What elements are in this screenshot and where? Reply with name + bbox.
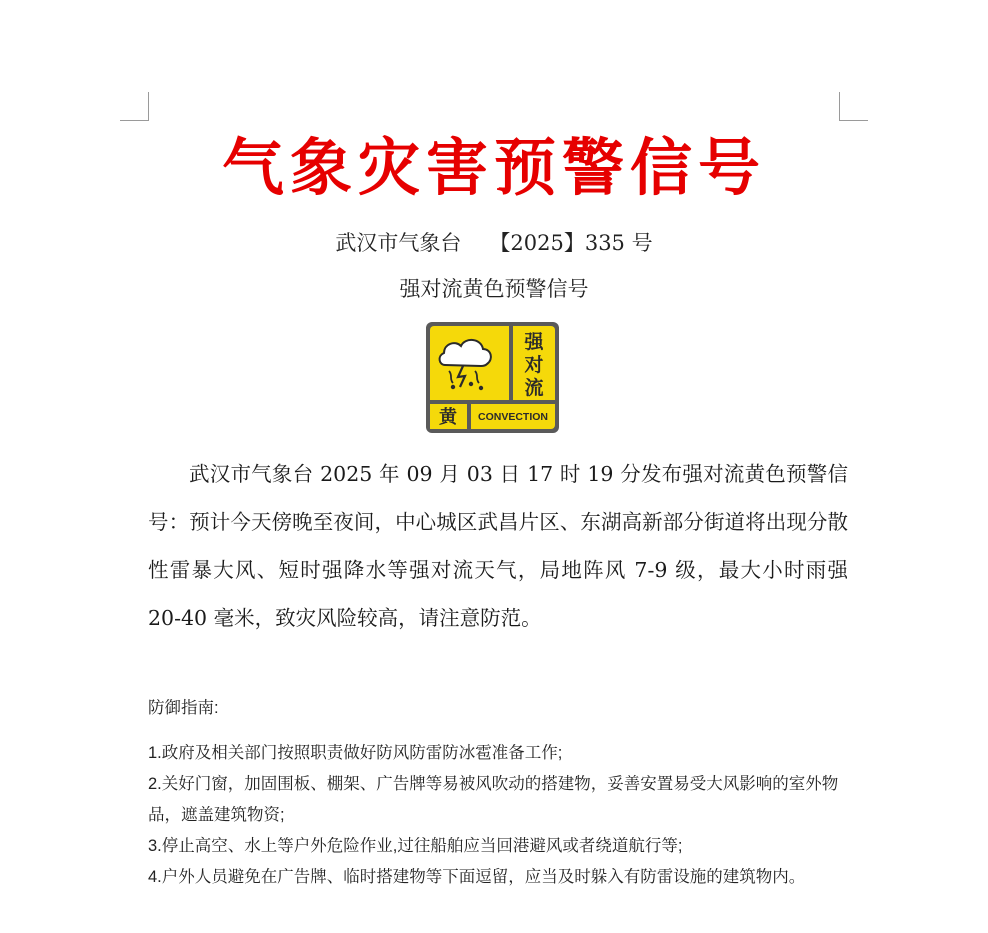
guide-heading: 防御指南: bbox=[148, 699, 219, 717]
issuer-number: 【2025】335 号 bbox=[489, 231, 653, 255]
guide-item: 2.关好门窗，加固围板、棚架、广告牌等易被风吹动的搭建物，妥善安置易受大风影响的室外物品，遮盖建筑物资; bbox=[148, 775, 839, 824]
icon-char-liu: 流 bbox=[524, 377, 544, 399]
guide-list bbox=[148, 738, 868, 893]
convection-yellow-warning-icon bbox=[425, 321, 560, 434]
issuer-line bbox=[0, 226, 988, 260]
defense-guide bbox=[148, 692, 868, 893]
icon-char-huang: 黄 bbox=[439, 407, 457, 428]
icon-char-dui: 对 bbox=[524, 354, 544, 376]
page-corner-top-right bbox=[839, 92, 868, 121]
page-corner-top-left bbox=[120, 92, 149, 121]
guide-item: 1.政府及相关部门按照职责做好防风防雷防冰雹准备工作; bbox=[148, 744, 563, 762]
guide-item: 4.户外人员避免在广告牌、临时搭建物等下面逗留，应当及时躲入有防雷设施的建筑物内。 bbox=[148, 868, 806, 886]
issuer-agency: 武汉市气象台 bbox=[335, 231, 462, 255]
icon-char-qiang: 强 bbox=[524, 331, 544, 353]
icon-english-label: CONVECTION bbox=[477, 411, 549, 423]
warning-body: 武汉市气象台 2025 年 09 月 03 日 17 时 19 分发布强对流黄色预警信号：预计今天傍晚至夜间，中心城区武昌片区、东湖高新部分街道将出现分散性雷暴大风、短时强降水等强对流天气，局地阵风 7-9 级，最大小时雨强 20-40 毫米，致灾风险较高，请注意防范。 bbox=[148, 462, 848, 630]
page-title: 气象灾害预警信号 bbox=[221, 131, 766, 204]
warning-subtitle: 强对流黄色预警信号 bbox=[399, 277, 589, 301]
guide-item: 3.停止高空、水上等户外危险作业,过往船舶应当回港避风或者绕道航行等; bbox=[148, 837, 683, 855]
